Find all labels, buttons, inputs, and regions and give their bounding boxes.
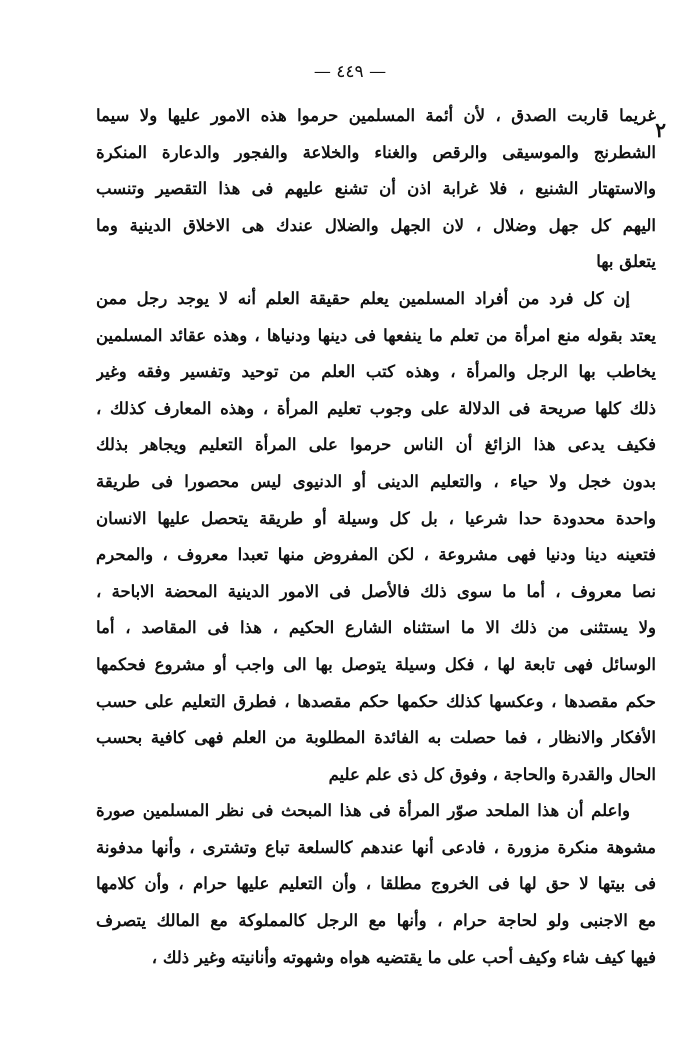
text-line: الحال والقدرة والحاجة ، وفوق كل ذى علم عليم (328, 764, 656, 784)
text-line: يعتد بقوله منع امرأة من تعلم ما ينفعها فى دينها ودنياها ، وهذه عقائد المسلمين (96, 325, 656, 345)
text-line: إن كل فرد من أفراد المسلمين يعلم حقيقة العلم أنه لا يوجد رجل ممن (96, 288, 630, 308)
text-line: يخاطب بها الرجل والمرأة ، وهذه كتب العلم من توحيد وتفسير وفقه وغير (96, 362, 656, 382)
body-text (96, 98, 656, 976)
text-line: الأفكار والانظار ، فما حصلت به الفائدة المطلوبة من العلم فهى كافية بحسب (96, 728, 656, 748)
text-line: الشطرنج والموسيقى والرقص والغناء والخلاعة والفجور والدعارة المنكرة (96, 142, 656, 162)
text-line: واعلم أن هذا الملحد صوّر المرأة فى هذا المبحث فى نظر المسلمين صورة (96, 801, 630, 821)
text-line: ذلك كلها صريحة فى الدلالة على وجوب تعليم المرأة ، وهذه المعارف كذلك ، (96, 398, 656, 418)
page-number: — ٤٤٩ — (313, 62, 387, 82)
text-line: مشوهة منكرة مزورة ، فادعى أنها عندهم كالسلعة تباع وتشترى ، وأنها مدفونة (96, 837, 656, 857)
text-line: فكيف يدعى هذا الزائغ أن الناس حرموا على المرأة التعليم ويجاهر بذلك (96, 435, 656, 455)
text-line: اليهم كل جهل وضلال ، لان الجهل والضلال عندك هى الاخلاق الدينية وما (96, 215, 656, 235)
text-line: واحدة محدودة حدا شرعيا ، بل كل وسيلة أو طريقة يتحصل عليها الانسان (96, 508, 656, 528)
text-line: حكم مقصدها ، وعكسها كذلك حكمها حكم مقصدها ، فطرق التعليم على حسب (96, 691, 656, 711)
text-line: نصا معروف ، أما ما سوى ذلك فالأصل فى الامور الدينية المحضة الاباحة ، (96, 581, 656, 601)
text-line: مع الاجنبى ولو لحاجة حرام ، وأنها مع الرجل كالمملوكة مع المالك يتصرف (96, 911, 656, 931)
text-line: غريما قاربت الصدق ، لأن أئمة المسلمين حرموا هذه الامور عليها ولا سيما (96, 106, 656, 125)
margin-note-mark: ٢ (655, 118, 666, 142)
text-line: والاستهتار الشنيع ، فلا غرابة اذن أن تشنع عليهم فى هذا التقصير وتنسب (96, 179, 656, 199)
text-line: فتعينه دينا ودنيا فهى مشروعة ، لكن المفروض منها تعبدا معروف ، والمحرم (96, 545, 656, 565)
text-line: فيها كيف شاء وكيف أحب على ما يقتضيه هواه وشهوته وأنانيته وغير ذلك ، (151, 947, 656, 967)
text-line: فى بيتها لا حق لها فى الخروج مطلقا ، وأن التعليم عليها حرام ، وأن كلامها (96, 874, 656, 894)
text-line: يتعلق بها (596, 252, 656, 272)
text-line: الوسائل فهى تابعة لها ، فكل وسيلة يتوصل بها الى واجب أو مشروع فحكمها (96, 654, 656, 674)
text-line: ولا يستثنى من ذلك الا ما استثناه الشارع الحكيم ، هذا فى المقاصد ، أما (96, 618, 656, 638)
text-line: بدون خجل ولا حياء ، والتعليم الدينى أو الدنيوى ليس محصورا فى طريقة (96, 471, 656, 491)
